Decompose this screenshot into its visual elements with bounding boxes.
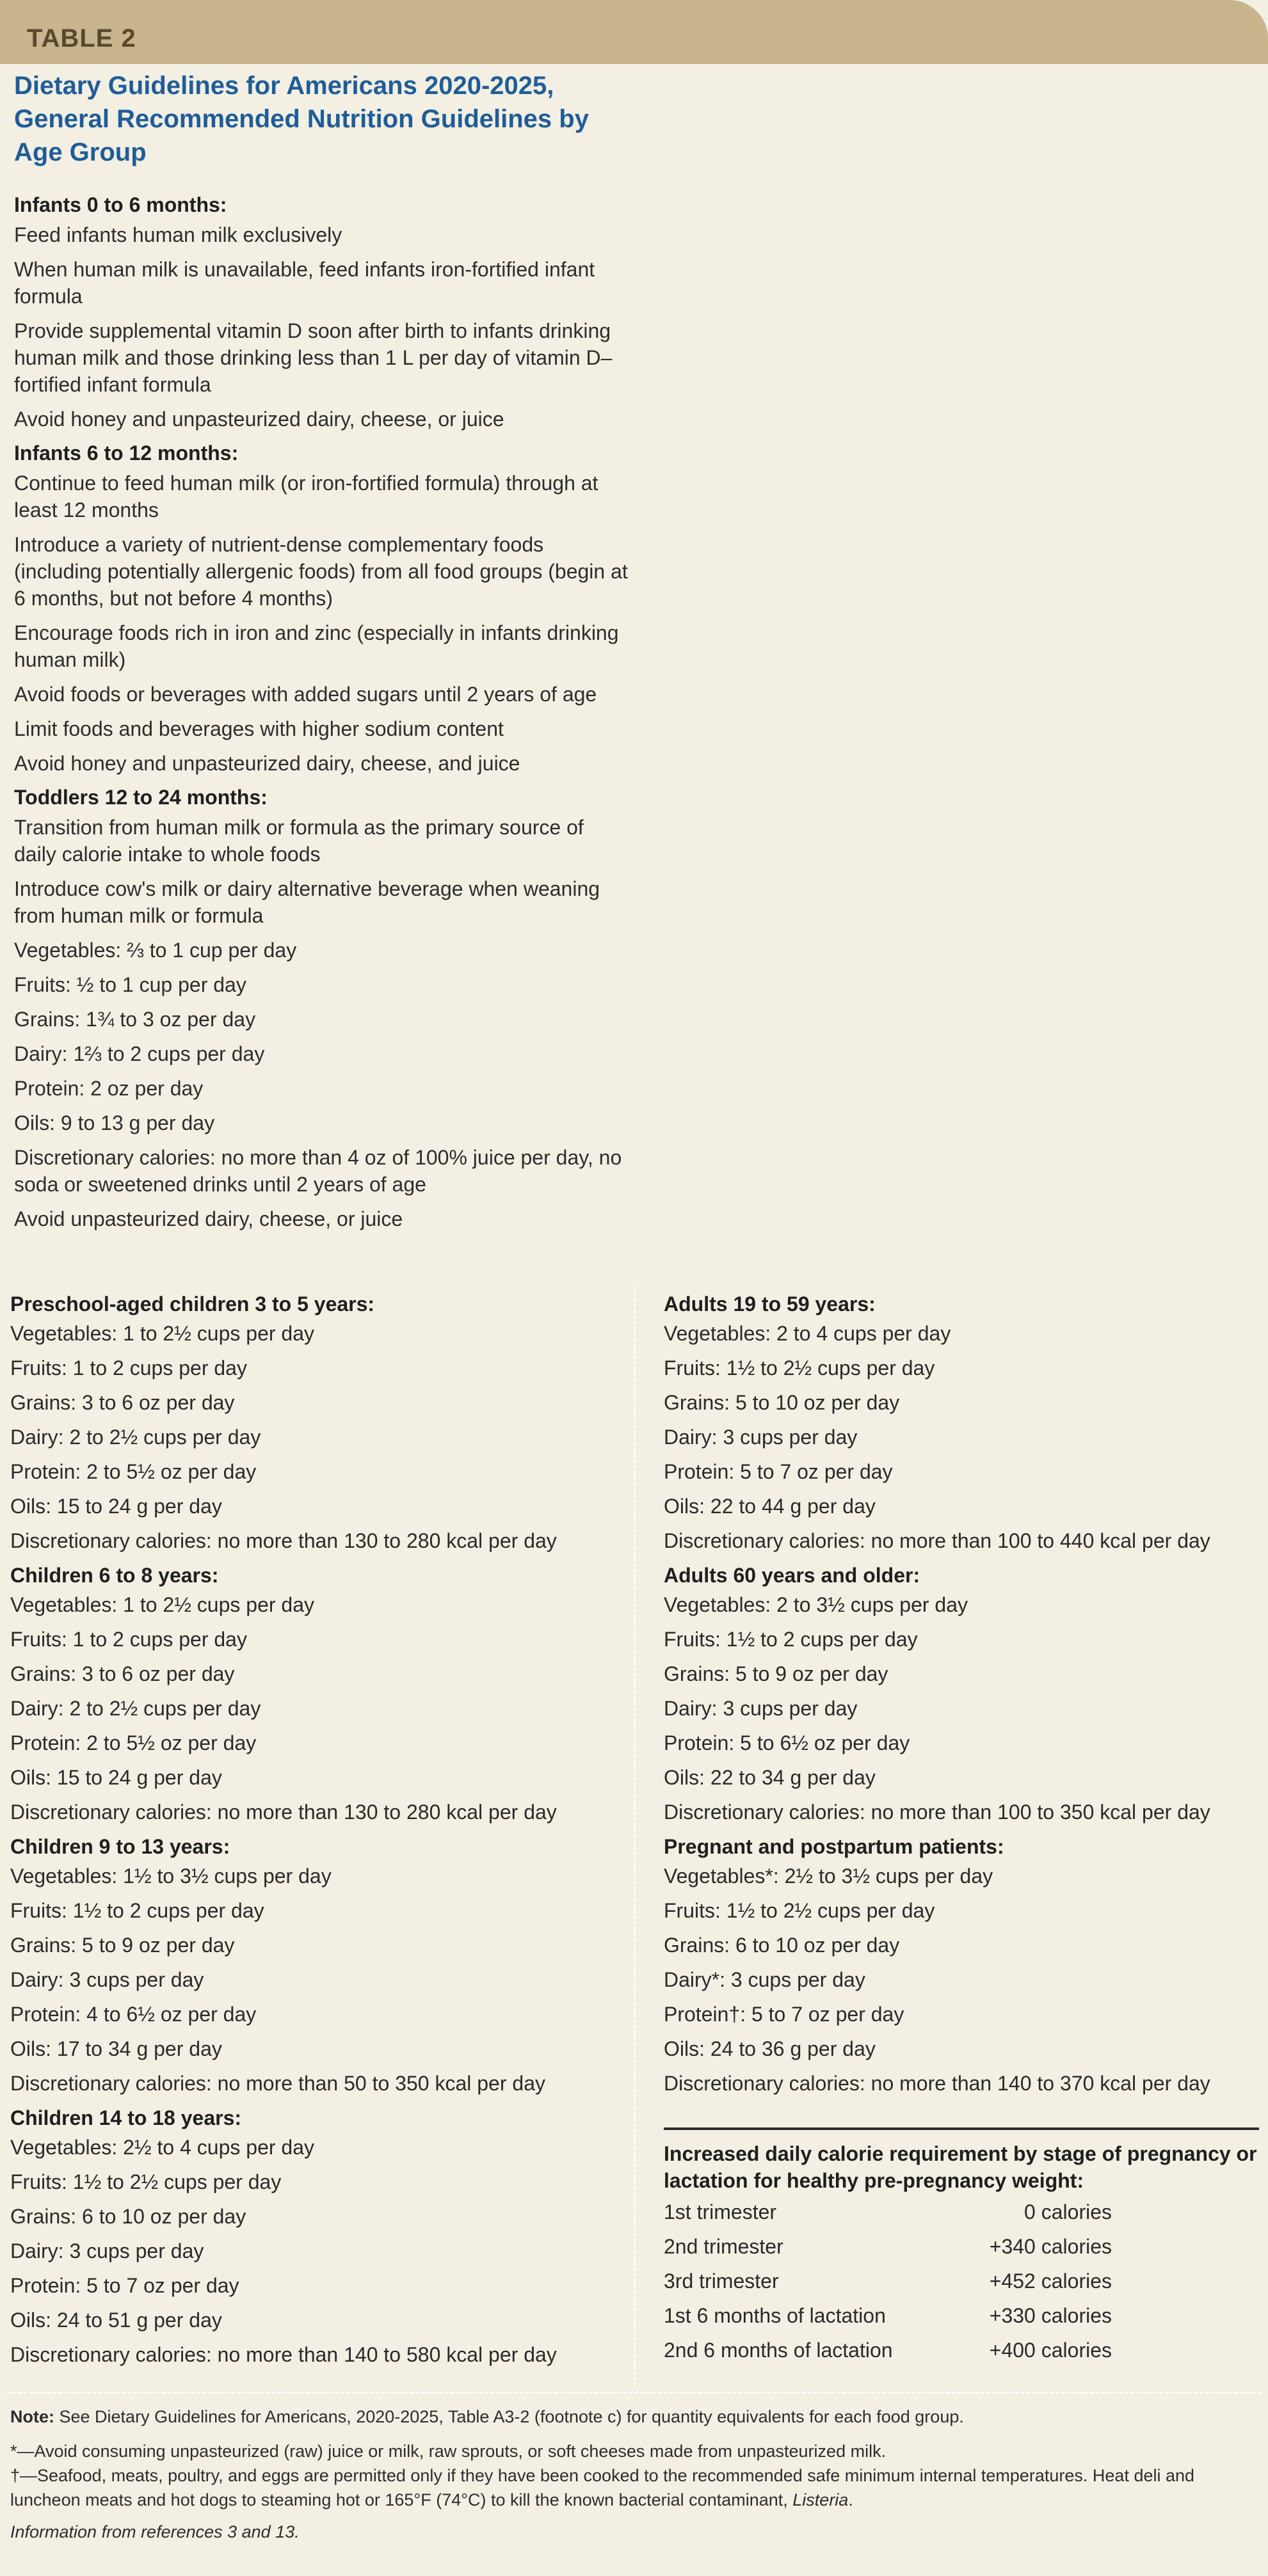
list-item: Introduce a variety of nutrient-dense complementary foods (including potentially allergenic foods) from all food groups (begin at 6 months, but not before 4 months) xyxy=(14,533,628,610)
list-item: Oils: 22 to 44 g per day xyxy=(664,1495,876,1518)
list-item: Grains: 1¾ to 3 oz per day xyxy=(14,1008,256,1031)
list-item: Oils: 9 to 13 g per day xyxy=(14,1111,215,1134)
calorie-table-rule xyxy=(664,2127,1259,2130)
section-adults-19-59 xyxy=(664,1291,1268,1554)
list-item: Fruits: 1½ to 2½ cups per day xyxy=(664,1356,935,1379)
calorie-table-title: Increased daily calorie requirement by stage of pregnancy or lactation for healthy pre-pregnancy weight: xyxy=(664,2142,1257,2192)
table-row xyxy=(664,2303,1112,2328)
stage-label: 3rd trimester xyxy=(664,2270,779,2293)
note-label: Note: xyxy=(10,2407,54,2426)
list-item: When human milk is unavailable, feed infants iron-fortified infant formula xyxy=(14,258,595,308)
list-item: Avoid foods or beverages with added sugars until 2 years of age xyxy=(14,683,597,706)
table-row xyxy=(664,2268,1112,2294)
section-heading: Infants 6 to 12 months: xyxy=(14,441,239,465)
list-item: Protein: 2 to 5½ oz per day xyxy=(10,1731,257,1754)
list-item: Dairy: 1⅔ to 2 cups per day xyxy=(14,1042,265,1065)
table-row xyxy=(664,2337,1112,2363)
footnote-star: *—Avoid consuming unpasteurized (raw) juice or milk, raw sprouts, or soft cheeses made from unpasteurized milk. xyxy=(10,2442,887,2461)
list-item: Fruits: 1½ to 2 cups per day xyxy=(664,1628,918,1651)
list-item: Vegetables: 2½ to 4 cups per day xyxy=(10,2136,314,2159)
list-item: Fruits: 1½ to 2½ cups per day xyxy=(664,1899,935,1922)
list-item: Oils: 15 to 24 g per day xyxy=(10,1495,222,1518)
calorie-value: +400 calories xyxy=(989,2339,1112,2362)
list-item: Avoid honey and unpasteurized dairy, cheese, or juice xyxy=(14,408,504,431)
list-item: Vegetables: 1½ to 3½ cups per day xyxy=(10,1864,332,1888)
footnote-dagger-text: †—Seafood, meats, poultry, and eggs are permitted only if they have been cooked to the recommended safe minimum internal temperatures. Heat deli and luncheon meats and hot dogs to steaming hot or 165°F (74°C) to kill the known bacterial contaminant, xyxy=(10,2466,1195,2509)
list-item: Vegetables: 1 to 2½ cups per day xyxy=(10,1322,314,1345)
list-item: Vegetables*: 2½ to 3½ cups per day xyxy=(664,1864,993,1888)
list-item: Discretionary calories: no more than 140 to 370 kcal per day xyxy=(664,2072,1210,2095)
list-item: Grains: 6 to 10 oz per day xyxy=(664,1934,900,1957)
section-heading: Children 9 to 13 years: xyxy=(10,1835,230,1858)
calorie-value: 0 calories xyxy=(1024,2200,1112,2223)
section-pregnant-postpartum xyxy=(664,1834,1268,2096)
footer-divider xyxy=(6,2392,1261,2394)
section-heading: Adults 60 years and older: xyxy=(664,1564,920,1587)
list-item: Protein: 2 to 5½ oz per day xyxy=(10,1460,257,1483)
stage-label: 2nd trimester xyxy=(664,2235,783,2258)
list-item: Dairy: 3 cups per day xyxy=(664,1426,858,1449)
list-item: Grains: 5 to 9 oz per day xyxy=(10,1934,235,1957)
list-item: Dairy*: 3 cups per day xyxy=(664,1968,865,1991)
calorie-value: +452 calories xyxy=(989,2270,1112,2293)
list-item: Protein: 5 to 6½ oz per day xyxy=(664,1731,910,1754)
stage-label: 1st 6 months of lactation xyxy=(664,2304,886,2327)
list-item: Oils: 24 to 36 g per day xyxy=(664,2037,876,2060)
section-heading: Children 6 to 8 years: xyxy=(10,1564,219,1587)
right-panel-background xyxy=(640,64,1268,192)
calorie-value: +330 calories xyxy=(989,2304,1112,2327)
list-item: Continue to feed human milk (or iron-fortified formula) through at least 12 months xyxy=(14,472,598,521)
source-note: Information from references 3 and 13. xyxy=(10,2522,300,2541)
section-heading: Children 14 to 18 years: xyxy=(10,2106,242,2129)
list-item: Protein: 2 oz per day xyxy=(14,1077,204,1100)
list-item: Vegetables: 1 to 2½ cups per day xyxy=(10,1593,314,1616)
section-heading: Pregnant and postpartum patients: xyxy=(664,1835,1004,1858)
list-item: Fruits: 1½ to 2½ cups per day xyxy=(10,2170,282,2193)
list-item: Discretionary calories: no more than 50 to 350 kcal per day xyxy=(10,2072,545,2095)
stage-label: 2nd 6 months of lactation xyxy=(664,2339,893,2362)
table-row xyxy=(664,2199,1112,2225)
list-item: Vegetables: ⅔ to 1 cup per day xyxy=(14,939,297,962)
list-item: Grains: 3 to 6 oz per day xyxy=(10,1662,235,1685)
list-item: Limit foods and beverages with higher sodium content xyxy=(14,717,504,740)
left-column xyxy=(10,1285,625,2376)
list-item: Avoid honey and unpasteurized dairy, cheese, and juice xyxy=(14,752,520,775)
table-title: Dietary Guidelines for Americans 2020-2025, General Recommended Nutrition Guidelines by Age Group xyxy=(14,72,589,166)
section-heading: Infants 0 to 6 months: xyxy=(14,193,227,216)
list-item: Protein: 5 to 7 oz per day xyxy=(664,1460,893,1483)
list-item: Protein: 4 to 6½ oz per day xyxy=(10,2003,257,2026)
list-item: Grains: 3 to 6 oz per day xyxy=(10,1391,235,1414)
infant-toddler-section xyxy=(14,186,629,1240)
list-item: Discretionary calories: no more than 100 to 350 kcal per day xyxy=(664,1801,1210,1824)
note-general xyxy=(10,2405,1258,2429)
list-item: Protein: 5 to 7 oz per day xyxy=(10,2274,239,2297)
list-item: Fruits: 1 to 2 cups per day xyxy=(10,1628,247,1651)
section-preschool-3-5 xyxy=(10,1291,625,1554)
section-heading: Toddlers 12 to 24 months: xyxy=(14,786,268,809)
list-item: Feed infants human milk exclusively xyxy=(14,223,342,246)
list-item: Discretionary calories: no more than 130 to 280 kcal per day xyxy=(10,1801,557,1824)
list-item: Discretionary calories: no more than 130 to 280 kcal per day xyxy=(10,1529,557,1552)
calorie-value: +340 calories xyxy=(989,2235,1112,2258)
list-item: Oils: 24 to 51 g per day xyxy=(10,2309,222,2332)
stage-label: 1st trimester xyxy=(664,2200,777,2223)
list-item: Oils: 22 to 34 g per day xyxy=(664,1766,876,1789)
right-column xyxy=(664,1285,1268,2105)
list-item: Discretionary calories: no more than 100 to 440 kcal per day xyxy=(664,1529,1210,1552)
section-infants-6-12 xyxy=(14,440,629,777)
section-infants-0-6 xyxy=(14,192,629,433)
table-header-band xyxy=(0,0,1268,64)
section-heading: Adults 19 to 59 years: xyxy=(664,1292,876,1316)
column-divider xyxy=(634,1286,636,2387)
section-children-14-18 xyxy=(10,2105,625,2367)
list-item: Vegetables: 2 to 4 cups per day xyxy=(664,1322,951,1345)
list-item: Dairy: 3 cups per day xyxy=(10,2239,204,2262)
section-heading: Preschool-aged children 3 to 5 years: xyxy=(10,1292,375,1316)
section-toddlers-12-24 xyxy=(14,784,629,1232)
list-item: Fruits: 1½ to 2 cups per day xyxy=(10,1899,264,1922)
list-item: Transition from human milk or formula as the primary source of daily calorie intake to whole foods xyxy=(14,816,584,866)
list-item: Introduce cow's milk or dairy alternative beverage when weaning from human milk or formula xyxy=(14,877,600,927)
list-item: Grains: 6 to 10 oz per day xyxy=(10,2205,246,2228)
list-item: Oils: 15 to 24 g per day xyxy=(10,1766,222,1789)
list-item: Provide supplemental vitamin D soon after birth to infants drinking human milk and those drinking less than 1 L per day of vitamin D–fortified infant formula xyxy=(14,319,613,396)
note-text: See Dietary Guidelines for Americans, 2020-2025, Table A3-2 (footnote c) for quantity equivalents for each food group. xyxy=(54,2407,964,2426)
footnote-dagger-end: . xyxy=(848,2490,853,2509)
list-item: Discretionary calories: no more than 140 to 580 kcal per day xyxy=(10,2343,557,2366)
list-item: Grains: 5 to 9 oz per day xyxy=(664,1662,888,1685)
calorie-table xyxy=(664,2199,1112,2372)
list-item: Dairy: 2 to 2½ cups per day xyxy=(10,1697,261,1720)
list-item: Dairy: 3 cups per day xyxy=(10,1968,204,1991)
table-row xyxy=(664,2234,1112,2259)
list-item: Dairy: 2 to 2½ cups per day xyxy=(10,1426,261,1449)
list-item: Dairy: 3 cups per day xyxy=(664,1697,858,1720)
list-item: Avoid unpasteurized dairy, cheese, or juice xyxy=(14,1207,403,1230)
section-children-9-13 xyxy=(10,1834,625,2096)
list-item: Encourage foods rich in iron and zinc (especially in infants drinking human milk) xyxy=(14,621,619,671)
list-item: Protein†: 5 to 7 oz per day xyxy=(664,2003,904,2026)
list-item: Grains: 5 to 10 oz per day xyxy=(664,1391,900,1414)
list-item: Discretionary calories: no more than 4 oz of 100% juice per day, no soda or sweetened drinks until 2 years of age xyxy=(14,1146,622,1196)
footnote-dagger-italic: Listeria xyxy=(792,2490,849,2509)
list-item: Fruits: 1 to 2 cups per day xyxy=(10,1356,247,1379)
section-children-6-8 xyxy=(10,1562,625,1825)
footnote-dagger xyxy=(10,2463,1258,2512)
table-label: TABLE 2 xyxy=(27,24,136,52)
list-item: Oils: 17 to 34 g per day xyxy=(10,2037,222,2060)
list-item: Vegetables: 2 to 3½ cups per day xyxy=(664,1593,968,1616)
list-item: Fruits: ½ to 1 cup per day xyxy=(14,973,246,996)
section-adults-60-plus xyxy=(664,1562,1268,1825)
